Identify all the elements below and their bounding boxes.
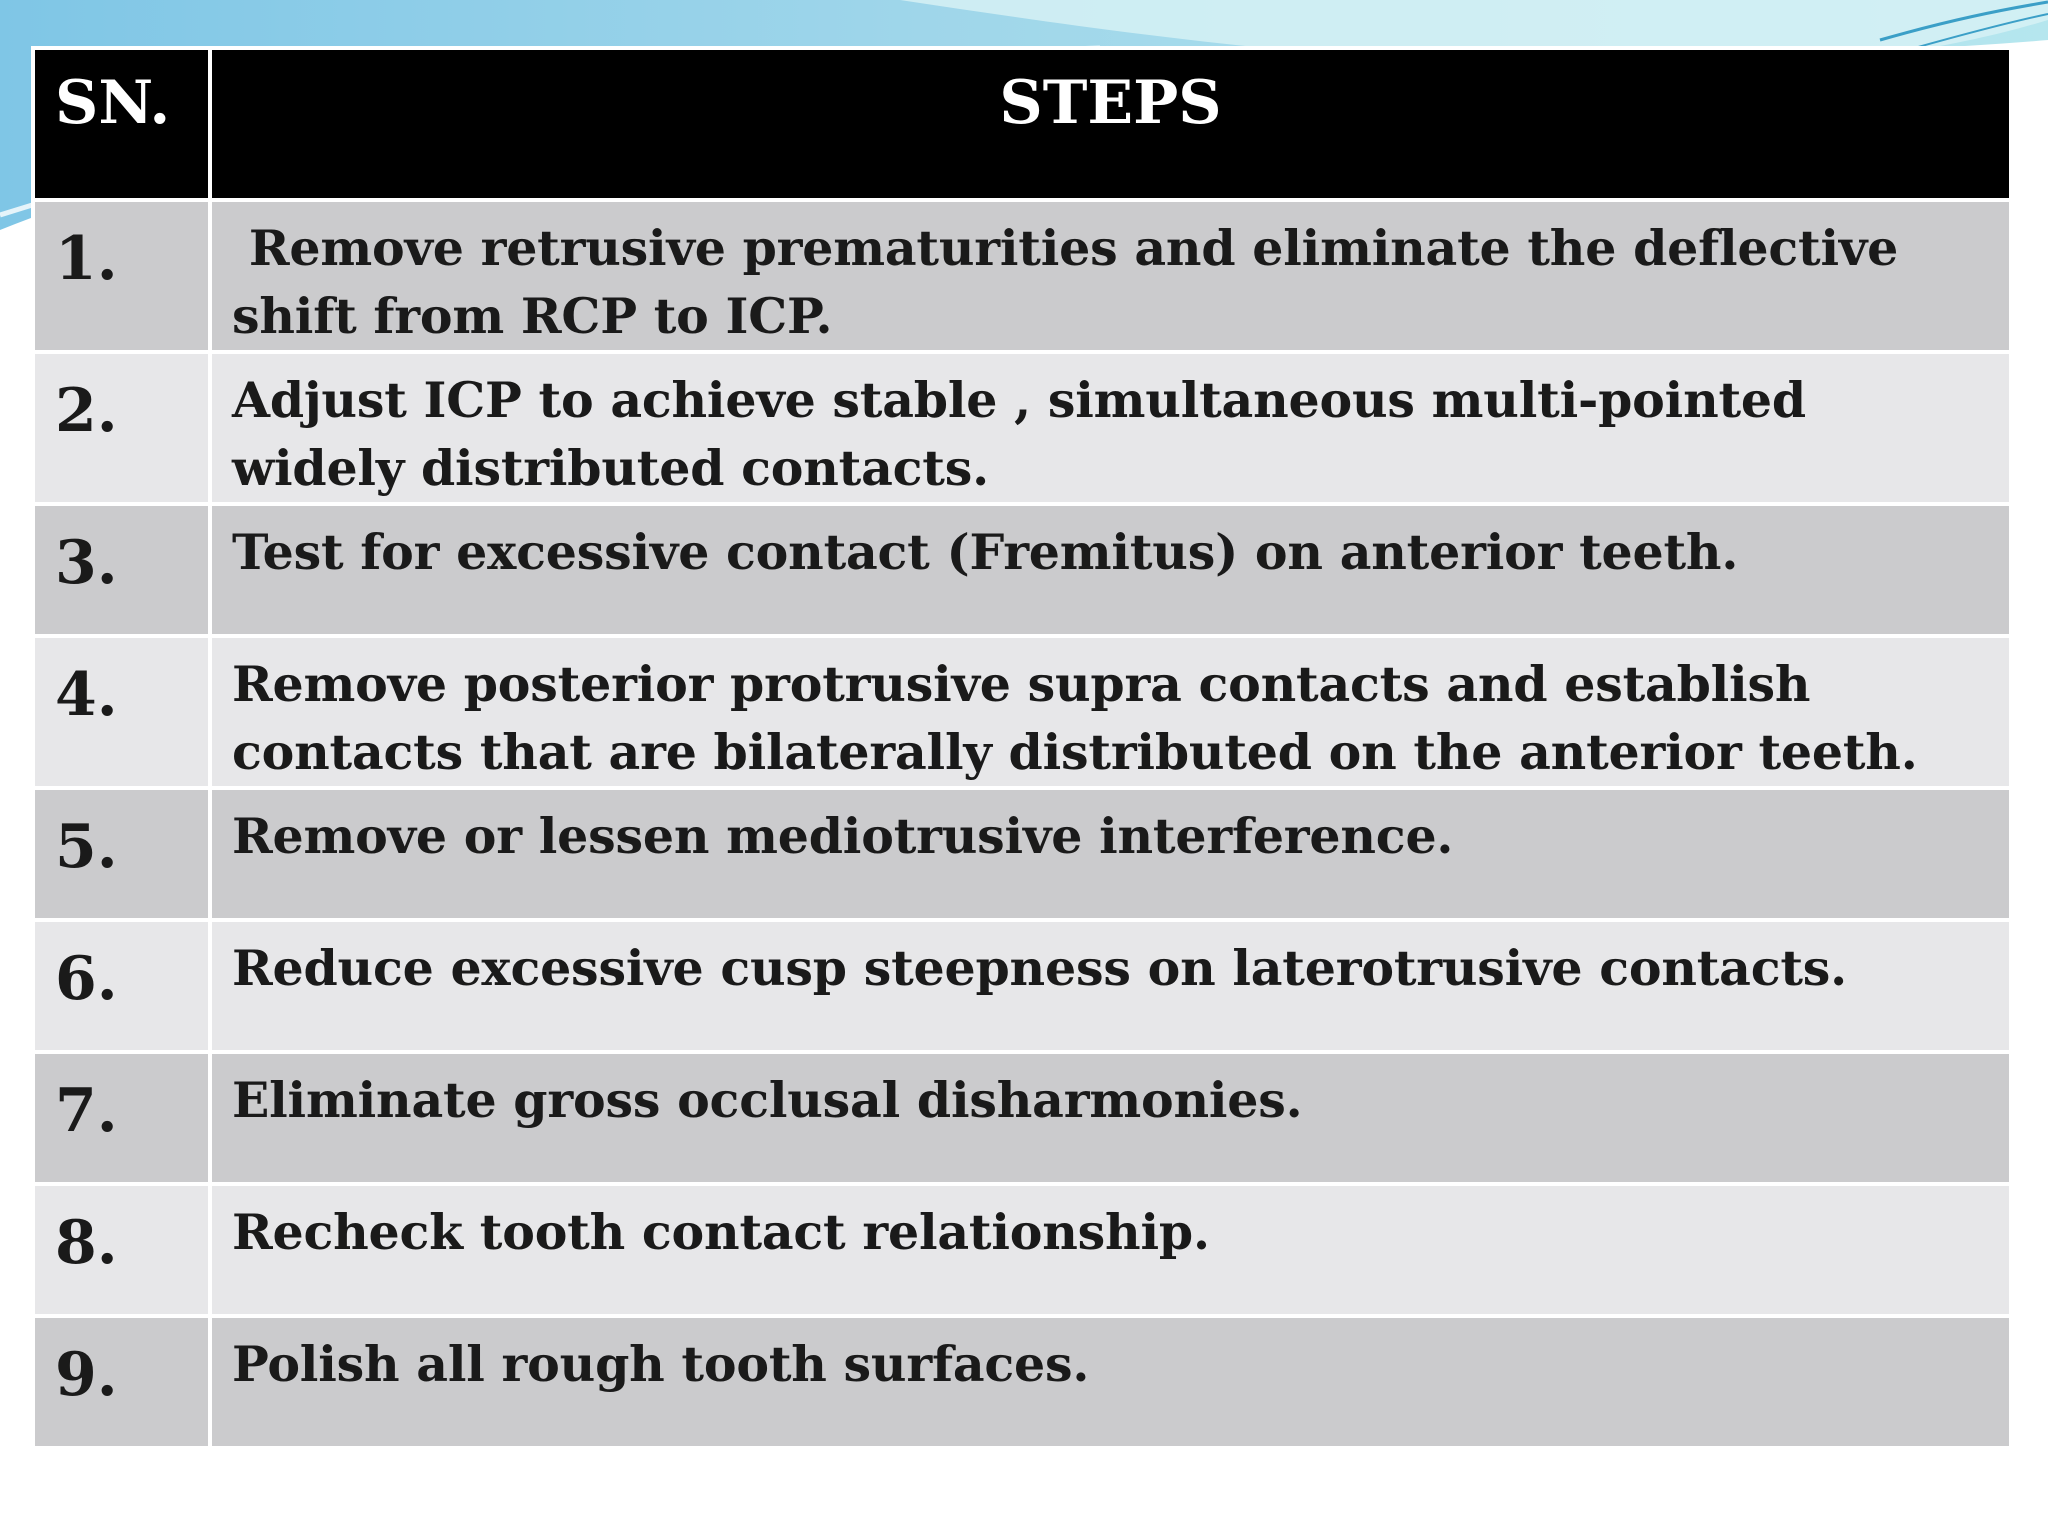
table-row — [33, 504, 2011, 636]
steps-table — [31, 46, 2013, 1450]
table-row — [33, 1052, 2011, 1184]
row-sn: 3. — [33, 504, 210, 636]
row-step: Adjust ICP to achieve stable , simultaneous multi-pointed widely distributed contacts. — [210, 352, 2011, 504]
table-row — [33, 920, 2011, 1052]
row-step: Reduce excessive cusp steepness on laterotrusive contacts. — [210, 920, 2011, 1052]
table-row — [33, 352, 2011, 504]
table-row — [33, 1316, 2011, 1448]
header-steps: STEPS — [210, 48, 2011, 200]
row-sn: 8. — [33, 1184, 210, 1316]
row-sn: 6. — [33, 920, 210, 1052]
row-step: Remove posterior protrusive supra contacts and establish contacts that are bilaterally distributed on the anterior teeth. — [210, 636, 2011, 788]
table-row — [33, 1184, 2011, 1316]
row-sn: 2. — [33, 352, 210, 504]
row-sn: 4. — [33, 636, 210, 788]
row-sn: 9. — [33, 1316, 210, 1448]
row-step: Eliminate gross occlusal disharmonies. — [210, 1052, 2011, 1184]
row-step: Test for excessive contact (Fremitus) on anterior teeth. — [210, 504, 2011, 636]
table-row — [33, 200, 2011, 352]
row-step: Recheck tooth contact relationship. — [210, 1184, 2011, 1316]
row-step: Remove retrusive prematurities and eliminate the deflective shift from RCP to ICP. — [210, 200, 2011, 352]
row-step: Polish all rough tooth surfaces. — [210, 1316, 2011, 1448]
table-header-row — [33, 48, 2011, 200]
row-sn: 5. — [33, 788, 210, 920]
header-sn: SN. — [33, 48, 210, 200]
row-sn: 1. — [33, 200, 210, 352]
row-sn: 7. — [33, 1052, 210, 1184]
row-step: Remove or lessen mediotrusive interference. — [210, 788, 2011, 920]
table-row — [33, 788, 2011, 920]
table-row — [33, 636, 2011, 788]
